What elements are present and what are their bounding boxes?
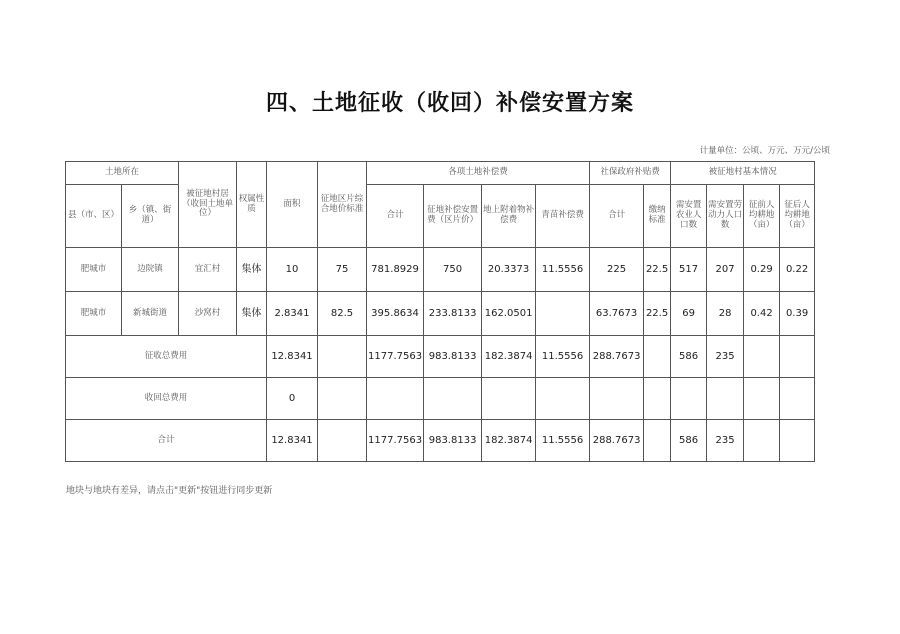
cell-ownership: 集体 xyxy=(237,248,267,292)
summary-after-land xyxy=(780,336,815,378)
cell-attach-comp: 20.3373 xyxy=(482,248,536,292)
cell-agri-pop: 517 xyxy=(671,248,707,292)
cell-after-land: 0.39 xyxy=(780,292,815,336)
cell-before-land: 0.42 xyxy=(744,292,780,336)
table-row xyxy=(66,248,815,292)
header-crop-comp: 青苗补偿费 xyxy=(536,185,590,248)
cell-subsidy-total: 225 xyxy=(590,248,644,292)
summary-attach-comp: 182.3874 xyxy=(482,336,536,378)
summary-attach-comp: 182.3874 xyxy=(482,420,536,462)
cell-standard: 75 xyxy=(318,248,367,292)
summary-crop-comp: 11.5556 xyxy=(536,420,590,462)
cell-area: 10 xyxy=(267,248,318,292)
header-land-comp: 征地补偿安置费（区片价） xyxy=(424,185,482,248)
summary-before-land xyxy=(744,420,780,462)
summary-area: 0 xyxy=(267,378,318,420)
cell-area: 2.8341 xyxy=(267,292,318,336)
cell-land-comp: 750 xyxy=(424,248,482,292)
summary-subsidy-total: 288.7673 xyxy=(590,336,644,378)
summary-before-land xyxy=(744,378,780,420)
cell-pay-standard: 22.5 xyxy=(644,292,671,336)
cell-labor-pop: 28 xyxy=(707,292,744,336)
summary-area: 12.8341 xyxy=(267,336,318,378)
summary-standard xyxy=(318,378,367,420)
summary-after-land xyxy=(780,378,815,420)
header-county: 县（市、区） xyxy=(66,185,122,248)
summary-labor-pop xyxy=(707,378,744,420)
cell-before-land: 0.29 xyxy=(744,248,780,292)
summary-comp-total: 1177.7563 xyxy=(367,420,424,462)
summary-labor-pop: 235 xyxy=(707,336,744,378)
cell-comp-total: 395.8634 xyxy=(367,292,424,336)
summary-agri-pop: 586 xyxy=(671,336,707,378)
header-after-land: 征后人均耕地（亩） xyxy=(780,185,815,248)
cell-crop-comp: 11.5556 xyxy=(536,248,590,292)
header-subsidy-total: 合计 xyxy=(590,185,644,248)
summary-label: 合计 xyxy=(66,420,267,462)
compensation-table xyxy=(65,161,815,462)
footnote: 地块与地块有差异，请点击"更新"按钮进行同步更新 xyxy=(66,486,273,496)
summary-pay-standard xyxy=(644,420,671,462)
header-standard: 征地区片综合地价标准 xyxy=(318,162,367,248)
cell-after-land: 0.22 xyxy=(780,248,815,292)
units-note: 计量单位：公顷、万元、万元/公顷 xyxy=(699,146,830,156)
header-row-2 xyxy=(66,185,815,248)
summary-before-land xyxy=(744,336,780,378)
summary-attach-comp xyxy=(482,378,536,420)
page-title: 四、土地征收（收回）补偿安置方案 xyxy=(265,90,634,116)
summary-comp-total: 1177.7563 xyxy=(367,336,424,378)
cell-county: 肥城市 xyxy=(66,292,122,336)
summary-land-comp: 983.8133 xyxy=(424,420,482,462)
header-attach-comp: 地上附着物补偿费 xyxy=(482,185,536,248)
summary-subsidy-total: 288.7673 xyxy=(590,420,644,462)
header-subsidy-group: 社保政府补贴费 xyxy=(590,162,671,185)
summary-agri-pop xyxy=(671,378,707,420)
table-row xyxy=(66,292,815,336)
header-village: 被征地村居（收回土地单位） xyxy=(179,162,237,248)
header-area: 面积 xyxy=(267,162,318,248)
header-ownership: 权属性质 xyxy=(237,162,267,248)
cell-agri-pop: 69 xyxy=(671,292,707,336)
summary-standard xyxy=(318,420,367,462)
cell-attach-comp: 162.0501 xyxy=(482,292,536,336)
cell-county: 肥城市 xyxy=(66,248,122,292)
cell-subsidy-total: 63.7673 xyxy=(590,292,644,336)
cell-comp-total: 781.8929 xyxy=(367,248,424,292)
cell-ownership: 集体 xyxy=(237,292,267,336)
summary-row xyxy=(66,378,815,420)
cell-crop-comp xyxy=(536,292,590,336)
summary-after-land xyxy=(780,420,815,462)
summary-row xyxy=(66,336,815,378)
summary-pay-standard xyxy=(644,378,671,420)
cell-town: 边院镇 xyxy=(122,248,179,292)
summary-row xyxy=(66,420,815,462)
summary-labor-pop: 235 xyxy=(707,420,744,462)
cell-pay-standard: 22.5 xyxy=(644,248,671,292)
summary-crop-comp: 11.5556 xyxy=(536,336,590,378)
summary-agri-pop: 586 xyxy=(671,420,707,462)
summary-pay-standard xyxy=(644,336,671,378)
header-pay-standard: 缴纳标准 xyxy=(644,185,671,248)
summary-label: 征收总费用 xyxy=(66,336,267,378)
cell-standard: 82.5 xyxy=(318,292,367,336)
header-compensation-group: 各项土地补偿费 xyxy=(367,162,590,185)
cell-village: 宜汇村 xyxy=(179,248,237,292)
header-comp-total: 合计 xyxy=(367,185,424,248)
cell-labor-pop: 207 xyxy=(707,248,744,292)
cell-land-comp: 233.8133 xyxy=(424,292,482,336)
summary-standard xyxy=(318,336,367,378)
summary-comp-total xyxy=(367,378,424,420)
summary-subsidy-total xyxy=(590,378,644,420)
cell-village: 沙窝村 xyxy=(179,292,237,336)
header-labor-pop: 需安置劳动力人口数 xyxy=(707,185,744,248)
header-town: 乡（镇、街道） xyxy=(122,185,179,248)
cell-town: 新城街道 xyxy=(122,292,179,336)
header-agri-pop: 需安置农业人口数 xyxy=(671,185,707,248)
header-situation-group: 被征地村基本情况 xyxy=(671,162,815,185)
summary-crop-comp xyxy=(536,378,590,420)
header-before-land: 征前人均耕地（亩） xyxy=(744,185,780,248)
summary-land-comp: 983.8133 xyxy=(424,336,482,378)
summary-land-comp xyxy=(424,378,482,420)
header-row-1 xyxy=(66,162,815,185)
summary-label: 收回总费用 xyxy=(66,378,267,420)
header-location: 土地所在 xyxy=(66,162,179,185)
summary-area: 12.8341 xyxy=(267,420,318,462)
